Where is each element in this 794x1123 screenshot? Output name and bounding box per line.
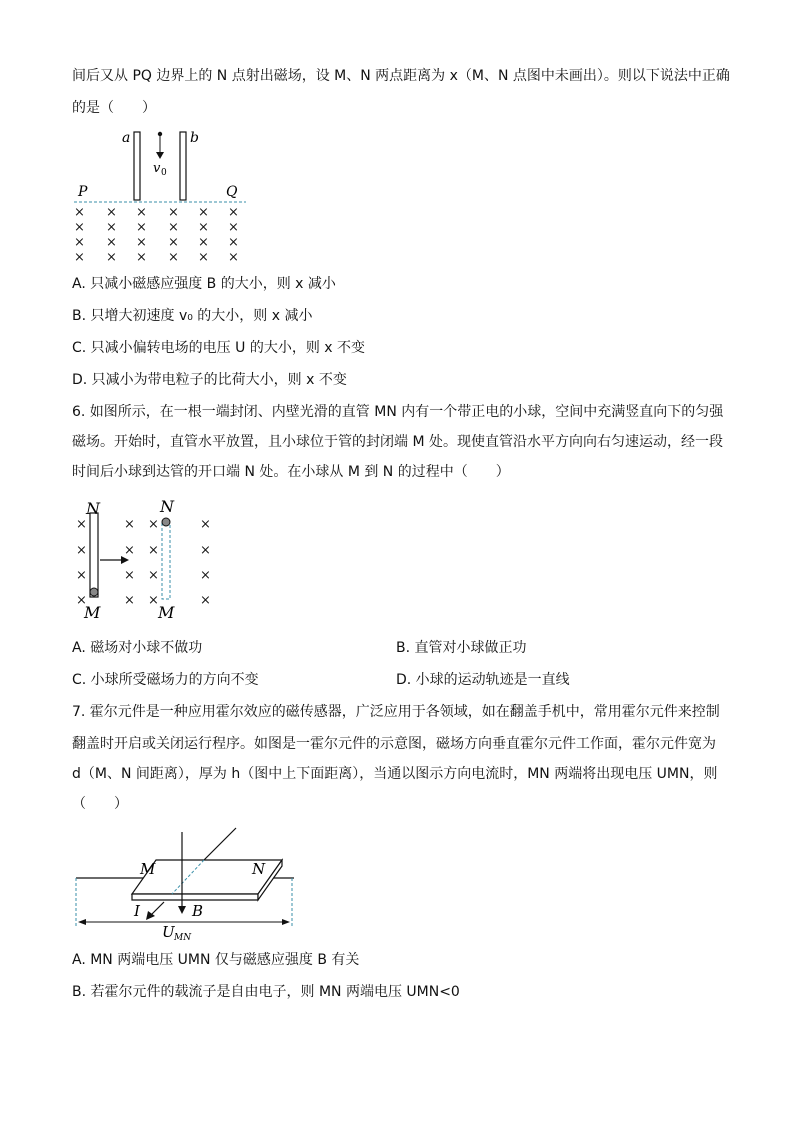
cross-mark: × <box>198 205 209 220</box>
label-I: I <box>134 902 140 920</box>
particle <box>158 132 162 136</box>
cross-mark: × <box>148 543 159 558</box>
q6-option-c: C. 小球所受磁场力的方向不变 <box>72 672 259 688</box>
cross-mark: × <box>74 220 85 235</box>
cross-mark: × <box>136 205 147 220</box>
hall-element-front <box>132 894 258 900</box>
cross-mark: × <box>106 250 117 265</box>
cross-mark: × <box>198 250 209 265</box>
cross-mark: × <box>76 517 87 532</box>
ball-start <box>90 588 98 596</box>
plate-b <box>180 132 186 200</box>
q7-figure <box>72 826 302 940</box>
q6-stem-line-3: 时间后小球到达管的开口端 N 处。在小球从 M 到 N 的过程中（ ） <box>72 464 510 480</box>
cross-mark: × <box>148 517 159 532</box>
q5-stem-line-2: 的是（ ） <box>72 100 156 116</box>
tube-start <box>90 513 98 597</box>
cross-mark: × <box>148 593 159 608</box>
q6-option-b: B. 直管对小球做正功 <box>396 640 527 656</box>
tube-end <box>162 523 170 599</box>
label-v-sub: 0 <box>161 168 167 178</box>
q6-stem-line-2: 磁场。开始时，直管水平放置，且小球位于管的封闭端 M 处。现使直管沿水平方向向右匀速运动，经一段 <box>72 434 723 450</box>
cross-mark: × <box>74 235 85 250</box>
cross-mark: × <box>200 543 211 558</box>
cross-mark: × <box>106 220 117 235</box>
q7-option-a: A. MN 两端电压 UMN 仅与磁感应强度 B 有关 <box>72 952 360 968</box>
magnetic-field-crosses <box>74 205 239 265</box>
plate-a <box>134 132 140 200</box>
q5-option-b: B. 只增大初速度 v₀ 的大小，则 x 减小 <box>72 308 313 324</box>
label-N: N <box>252 860 266 878</box>
q7-stem-line-3: d（M、N 间距离），厚为 h（图中上下面距离），当通以图示方向电流时，MN 两端将出现电压 UMN，则 <box>72 766 718 782</box>
cross-mark: × <box>228 235 239 250</box>
label-v: v <box>153 161 161 176</box>
label-N-start: N <box>86 499 100 518</box>
q5-stem-line-1: 间后又从 PQ 边界上的 N 点射出磁场，设 M、N 两点距离为 x（M、N 点图中未画出）。则以下说法中正确 <box>72 68 730 84</box>
cross-mark: × <box>200 593 211 608</box>
q5-option-a: A. 只减小磁感应强度 B 的大小，则 x 减小 <box>72 276 336 292</box>
cross-mark: × <box>124 568 135 583</box>
q6-figure <box>70 496 220 626</box>
label-M-start: M <box>84 603 101 622</box>
q5-option-c: C. 只减小偏转电场的电压 U 的大小，则 x 不变 <box>72 340 366 356</box>
cross-mark: × <box>198 235 209 250</box>
cross-mark: × <box>168 205 179 220</box>
current-line-in <box>204 828 236 860</box>
label-b: b <box>190 130 199 146</box>
q7-stem-line-4: （ ） <box>72 796 128 812</box>
cross-mark: × <box>76 543 87 558</box>
q6-option-a: A. 磁场对小球不做功 <box>72 640 203 656</box>
label-U: U <box>162 923 175 940</box>
q6-stem-line-1: 6. 如图所示，在一根一端封闭、内壁光滑的直管 MN 内有一个带正电的小球，空间中充满竖直向下的匀强 <box>72 404 724 420</box>
label-M: M <box>140 860 156 878</box>
cross-mark: × <box>76 593 87 608</box>
q5-figure <box>70 124 260 269</box>
q7-option-b: B. 若霍尔元件的载流子是自由电子，则 MN 两端电压 UMN<0 <box>72 984 460 1000</box>
cross-mark: × <box>228 250 239 265</box>
label-U-sub: MN <box>174 933 192 940</box>
label-P: P <box>78 184 88 200</box>
cross-mark: × <box>124 543 135 558</box>
label-a: a <box>122 130 131 146</box>
cross-mark: × <box>76 568 87 583</box>
cross-mark: × <box>200 517 211 532</box>
ball-end <box>162 518 170 526</box>
cross-mark: × <box>200 568 211 583</box>
cross-mark: × <box>74 250 85 265</box>
label-Q: Q <box>226 184 238 200</box>
cross-mark: × <box>106 235 117 250</box>
cross-mark: × <box>106 205 117 220</box>
label-B: B <box>192 902 204 920</box>
current-arrow <box>150 902 164 916</box>
cross-mark: × <box>136 235 147 250</box>
label-N-end: N <box>160 497 174 516</box>
q7-stem-line-2: 翻盖时开启或关闭运行程序。如图是一霍尔元件的示意图，磁场方向垂直霍尔元件工作面，霍尔元件宽为 <box>72 736 716 752</box>
label-M-end: M <box>158 603 175 622</box>
cross-mark: × <box>198 220 209 235</box>
cross-mark: × <box>124 517 135 532</box>
cross-mark: × <box>74 205 85 220</box>
cross-mark: × <box>136 250 147 265</box>
cross-mark: × <box>168 235 179 250</box>
cross-mark: × <box>124 593 135 608</box>
cross-mark: × <box>136 220 147 235</box>
cross-mark: × <box>168 220 179 235</box>
q5-option-d: D. 只减小为带电粒子的比荷大小，则 x 不变 <box>72 372 347 388</box>
cross-mark: × <box>148 568 159 583</box>
cross-mark: × <box>168 250 179 265</box>
cross-mark: × <box>228 205 239 220</box>
q6-option-d: D. 小球的运动轨迹是一直线 <box>396 672 570 688</box>
cross-mark: × <box>228 220 239 235</box>
q7-stem-line-1: 7. 霍尔元件是一种应用霍尔效应的磁传感器，广泛应用于各领域，如在翻盖手机中，常用霍尔元件来控制 <box>72 704 720 720</box>
